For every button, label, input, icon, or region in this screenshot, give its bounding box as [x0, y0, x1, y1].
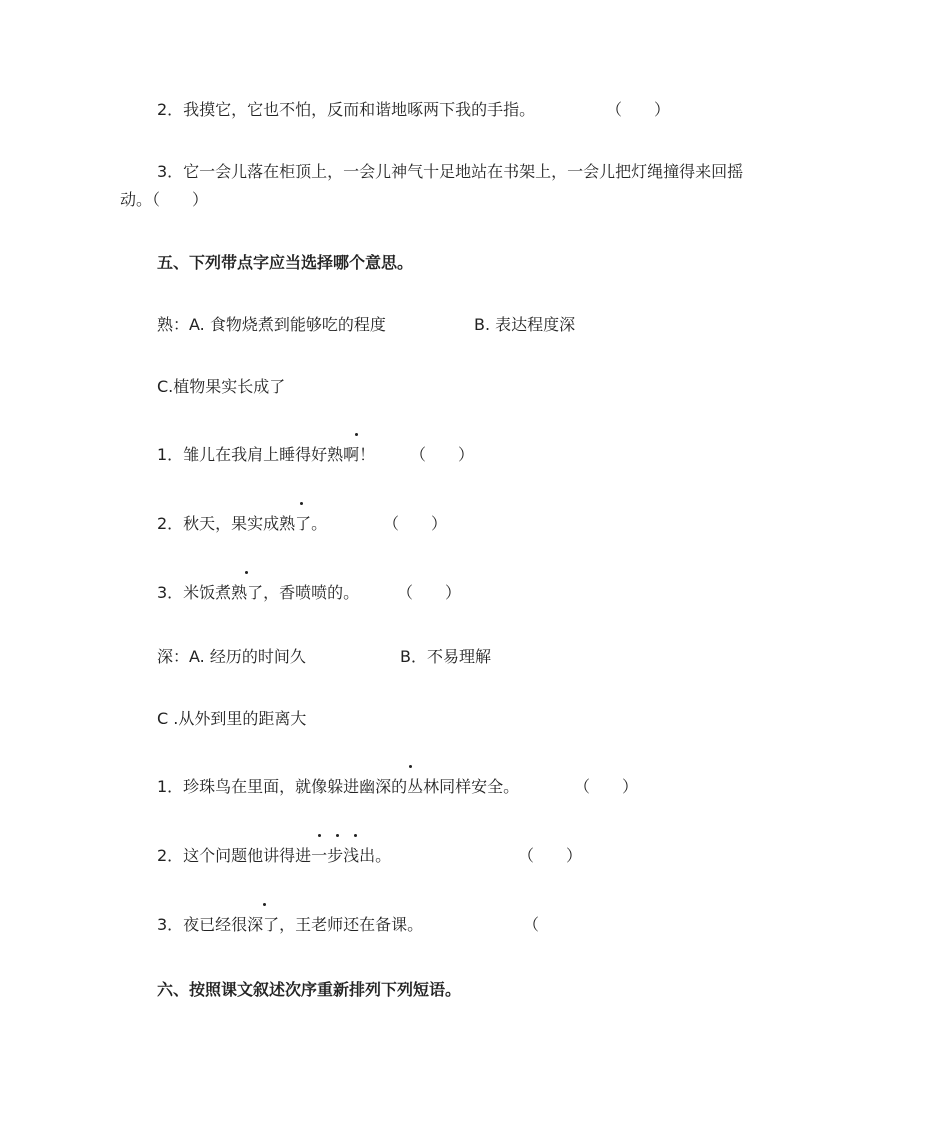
emphasis-dot: [245, 571, 248, 574]
shen-option-c: C .从外到里的距离大: [157, 709, 307, 728]
shen-item-3: 3．夜已经很深了，王老师还在备课。: [157, 915, 424, 934]
emphasis-dot: [354, 834, 357, 837]
q4-item-3-line2: 动。（ ）: [120, 190, 209, 209]
q4-item-2: 2．我摸它，它也不怕，反而和谐地啄两下我的手指。: [157, 100, 536, 119]
answer-blank[interactable]: （ ）: [410, 445, 475, 464]
shu-option-b: B. 表达程度深: [474, 315, 576, 334]
section-6-heading: 六、按照课文叙述次序重新排列下列短语。: [157, 980, 462, 999]
emphasis-dot: [409, 765, 412, 768]
shen-item-1: 1．珍珠鸟在里面，就像躲进幽深的丛林同样安全。: [157, 777, 520, 796]
answer-blank[interactable]: （ ）: [383, 514, 448, 533]
answer-blank[interactable]: （: [523, 915, 540, 934]
shen-item-2: 2．这个问题他讲得进一步浅出。: [157, 846, 392, 865]
emphasis-dot: [300, 502, 303, 505]
answer-blank[interactable]: （ ）: [397, 583, 462, 602]
shen-options-line1: 深：A. 经历的时间久: [157, 647, 306, 666]
emphasis-dot: [355, 433, 358, 436]
answer-blank[interactable]: （ ）: [518, 846, 583, 865]
answer-blank[interactable]: （ ）: [574, 777, 639, 796]
shu-item-3: 3．米饭煮熟了，香喷喷的。: [157, 583, 360, 602]
emphasis-dot: [336, 834, 339, 837]
emphasis-dot: [318, 834, 321, 837]
shu-options-line1: 熟：A. 食物烧煮到能够吃的程度: [157, 315, 386, 334]
section-5-heading: 五、下列带点字应当选择哪个意思。: [157, 253, 414, 272]
answer-blank[interactable]: （ ）: [606, 100, 671, 119]
emphasis-dot: [263, 903, 266, 906]
shu-item-1: 1．雏儿在我肩上睡得好熟啊！: [157, 445, 376, 464]
shen-option-b: B．不易理解: [400, 647, 491, 666]
q4-item-3-line1: 3．它一会儿落在柜顶上，一会儿神气十足地站在书架上，一会儿把灯绳撞得来回摇: [157, 162, 744, 181]
shu-option-c: C.植物果实长成了: [157, 377, 286, 396]
shu-item-2: 2．秋天，果实成熟了。: [157, 514, 328, 533]
